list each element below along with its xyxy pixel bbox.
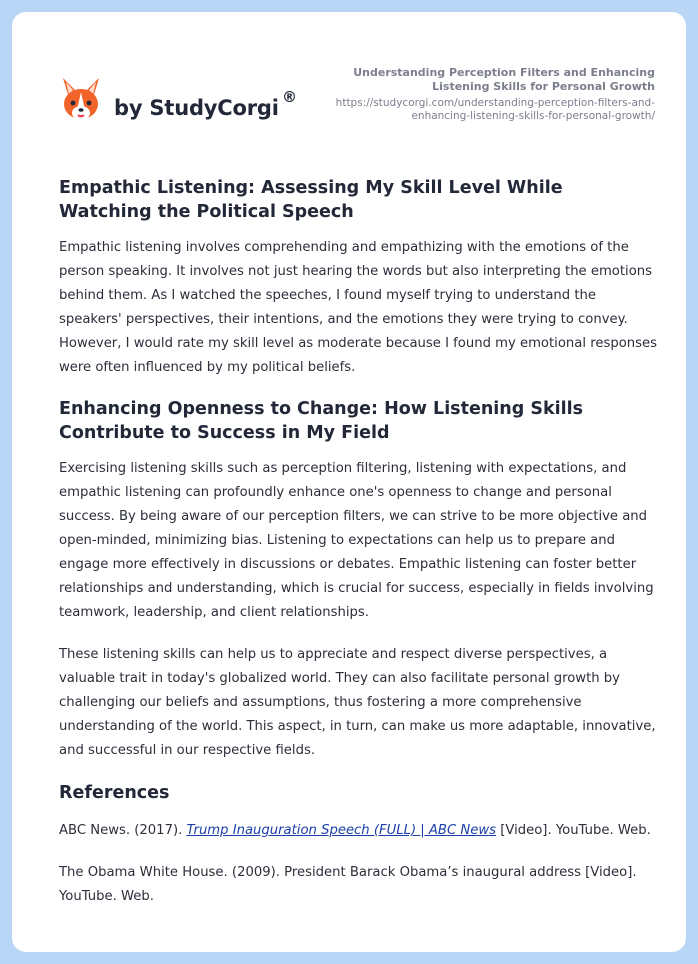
reference-link[interactable]: Trump Inauguration Speech (FULL) | ABC News bbox=[186, 823, 497, 838]
reference-suffix: [Video]. YouTube. Web. bbox=[496, 823, 651, 838]
section-heading-openness-to-change: Enhancing Openness to Change: How Listening Skills Contribute to Success in My Field bbox=[59, 399, 584, 443]
document-meta bbox=[295, 66, 655, 123]
paragraph: Exercising listening skills such as perception filtering, listening with expectations, and empathic listening can profoundly enhance one's openness to change and personal success. By being aware of our perception filters, we can strive to be more objective and open-minded, minimizing bias. Listening to expectations can help us to prepare and engage more effectively in discussions or debates. Empathic listening can foster better relationships and understanding, which is crucial for success, especially in fields involving teamwork, leadership, and client relationships. bbox=[59, 461, 654, 620]
reference-item: The Obama White House. (2009). President Barack Obama’s inaugural address [Video]. YouTube. Web. bbox=[59, 865, 637, 904]
reference-prefix: ABC News. (2017). bbox=[59, 823, 187, 838]
document-title: Understanding Perception Filters and Enhancing Listening Skills for Personal Growth bbox=[353, 66, 655, 93]
document-body bbox=[59, 176, 659, 909]
studycorgi-logo[interactable] bbox=[60, 76, 320, 132]
corgi-logo-icon bbox=[60, 76, 102, 122]
registered-mark: ® bbox=[282, 88, 297, 106]
brand-name: by StudyCorgi bbox=[114, 96, 279, 120]
document-url[interactable]: https://studycorgi.com/understanding-perception-filters-and-enhancing-listening-skills-for-personal-growth/ bbox=[335, 97, 655, 122]
reference-item bbox=[59, 819, 659, 843]
references-heading: References bbox=[59, 783, 170, 803]
paragraph: Empathic listening involves comprehending and empathizing with the emotions of the person speaking. It involves not just hearing the words but also interpreting the emotions behind them. As I watched the speeches, I found myself trying to understand the speakers' perspectives, their intentions, and the emotions they were trying to convey. However, I would rate my skill level as moderate because I found my emotional responses were often influenced by my political beliefs. bbox=[59, 240, 657, 375]
section-heading-empathic-listening: Empathic Listening: Assessing My Skill Level While Watching the Political Speech bbox=[59, 178, 563, 222]
document-card bbox=[12, 12, 686, 952]
paragraph: These listening skills can help us to appreciate and respect diverse perspectives, a valuable trait in today's globalized world. They can also facilitate personal growth by challenging our beliefs and assumptions, thus fostering a more comprehensive understanding of the world. This aspect, in turn, can make us more adaptable, innovative, and successful in our respective fields. bbox=[59, 647, 656, 758]
document-header bbox=[12, 12, 686, 152]
